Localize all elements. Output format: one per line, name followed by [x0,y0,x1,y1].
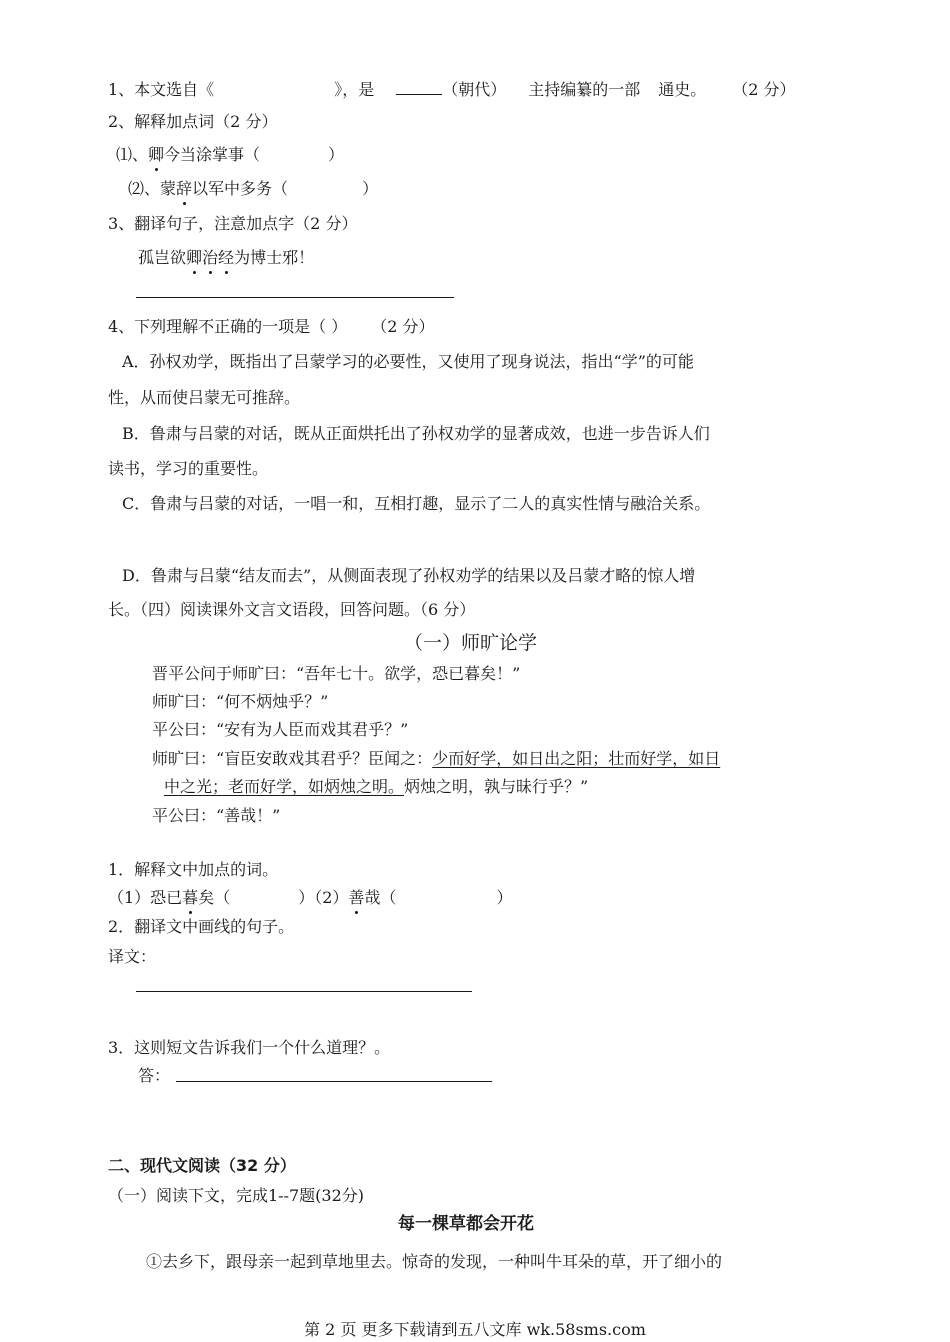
q2-item-2-char: 蒙 [160,179,177,198]
pq-1-items [108,888,512,907]
q4-option-d-1: D．鲁肃与吕蒙“结友而去”，从侧面表现了孙权劝学的结果以及吕蒙才略的惊人增 [122,566,696,585]
section2-title: 二、现代文阅读（32 分） [108,1156,296,1175]
page-footer: 第 2 页 更多下载请到五八文库 wk.58sms.com [304,1320,646,1339]
pq-2-label: 译文： [108,947,157,966]
passage-underlined-1: 少而好学，如日出之阳；壮而好学，如日 [432,749,721,768]
q4-option-b-1: B．鲁肃与吕蒙的对话，既从正面烘托出了孙权劝学的显著成效，也进一步告诉人们 [122,424,710,443]
q2-item-2 [128,179,378,198]
q3-sentence-a: 孤岂欲 [138,248,187,267]
q3-title: 3、翻译句子，注意加点字（2 分） [108,214,358,233]
q1-text-c: （朝代） [442,80,507,99]
passage-line-5-plain: 炳烛之明，孰与昧行乎？” [404,777,589,796]
q4-option-d-2: 长。（四）阅读课外文言文语段，回答问题。（6 分） [108,600,476,619]
q3-sentence-b: 为博士邪！ [234,248,315,267]
q1-dynasty-blank[interactable] [396,78,442,95]
q3-dotted-char-3: 经 [218,248,235,267]
pq-1-title: 1．解释文中加点的词。 [108,860,279,879]
passage-title: （一）师旷论学 [404,632,538,654]
passage-line-3: 平公曰：“安有为人臣而戏其君乎？” [152,720,409,739]
article-paragraph-1: ①去乡下，跟母亲一起到草地里去。惊奇的发现，一种叫牛耳朵的草，开了细小的 [146,1252,723,1271]
q1-text-e: 通史。 [658,80,707,99]
q3-dotted-char-2: 治 [202,248,219,267]
pq-3-title: 3．这则短文告诉我们一个什么道理？。 [108,1038,391,1057]
q3-sentence [138,248,314,267]
q4-score: （2 分） [371,317,435,336]
q2-item-1-num: ⑴、 [116,145,149,164]
q1-text-a: 1、本文选自《 [108,80,215,99]
q4-option-a-1: A．孙权劝学，既指出了吕蒙学习的必要性，又使用了现身说法，指出“学”的可能 [122,352,694,371]
q3-dotted-char-1: 卿 [186,248,203,267]
q2-item-1-close: ） [328,145,345,164]
q2-item-1-dotted-char: 卿 [148,145,165,164]
article-title: 每一棵草都会开花 [398,1214,534,1234]
passage-line-4 [152,749,720,768]
q1-score: （2 分） [732,80,796,99]
q4-option-c: C．鲁肃与吕蒙的对话，一唱一和，互相打趣，显示了二人的真实性情与融洽关系。 [122,494,711,513]
pq-1-item-1-a: （1）恐已 [108,888,183,907]
pq-2-answer-line[interactable] [136,991,472,992]
q2-item-2-dotted-char: 辞 [176,179,193,198]
pq-1-item-1-c: ）（2） [298,888,349,907]
passage-underlined-2: 中之光；老而好学，如炳烛之明。 [164,777,405,796]
q1-text-b: 》，是 [334,80,375,99]
q2-item-1-text: 今当涂掌事（ [164,145,261,164]
pq-1-item-2-c: ） [496,888,513,907]
pq-1-item-2-dotted-char: 善 [348,888,365,907]
passage-line-2: 师旷曰：“何不炳烛乎？” [152,692,329,711]
section2-subtitle: （一）阅读下文，完成1--7题(32分) [108,1186,365,1205]
passage-line-4-plain: 师旷曰：“盲臣安敢戏其君乎？臣闻之： [152,749,433,768]
passage-line-6: 平公曰：“善哉！” [152,806,281,825]
q4-option-b-2: 读书，学习的重要性。 [108,459,269,478]
q4-title-line [108,317,435,336]
q1-text-d: 主持编纂的一部 [528,80,641,99]
q2-item-1 [116,145,344,164]
pq-3-label: 答： [138,1066,171,1085]
pq-1-item-1-b: 矣（ [198,888,231,907]
pq-1-item-2-b: 哉（ [364,888,397,907]
q2-item-2-text: 以军中多务（ [192,179,289,198]
q4-title: 4、下列理解不正确的一项是（ ） [108,317,348,336]
pq-3-answer-line[interactable] [176,1081,492,1082]
q2-item-2-close: ） [362,179,379,198]
pq-1-item-1-dotted-char: 暮 [182,888,199,907]
passage-line-5 [164,777,588,796]
q2-item-2-num: ⑵、 [128,179,161,198]
q3-answer-line[interactable] [136,297,454,298]
q1-line [108,78,796,99]
passage-line-1: 晋平公问于师旷曰：“吾年七十。欲学，恐已暮矣！” [152,664,521,683]
q2-title: 2、解释加点词（2 分） [108,112,278,131]
pq-2-title: 2．翻译文中画线的句子。 [108,917,295,936]
q4-option-a-2: 性，从而使吕蒙无可推辞。 [108,388,301,407]
